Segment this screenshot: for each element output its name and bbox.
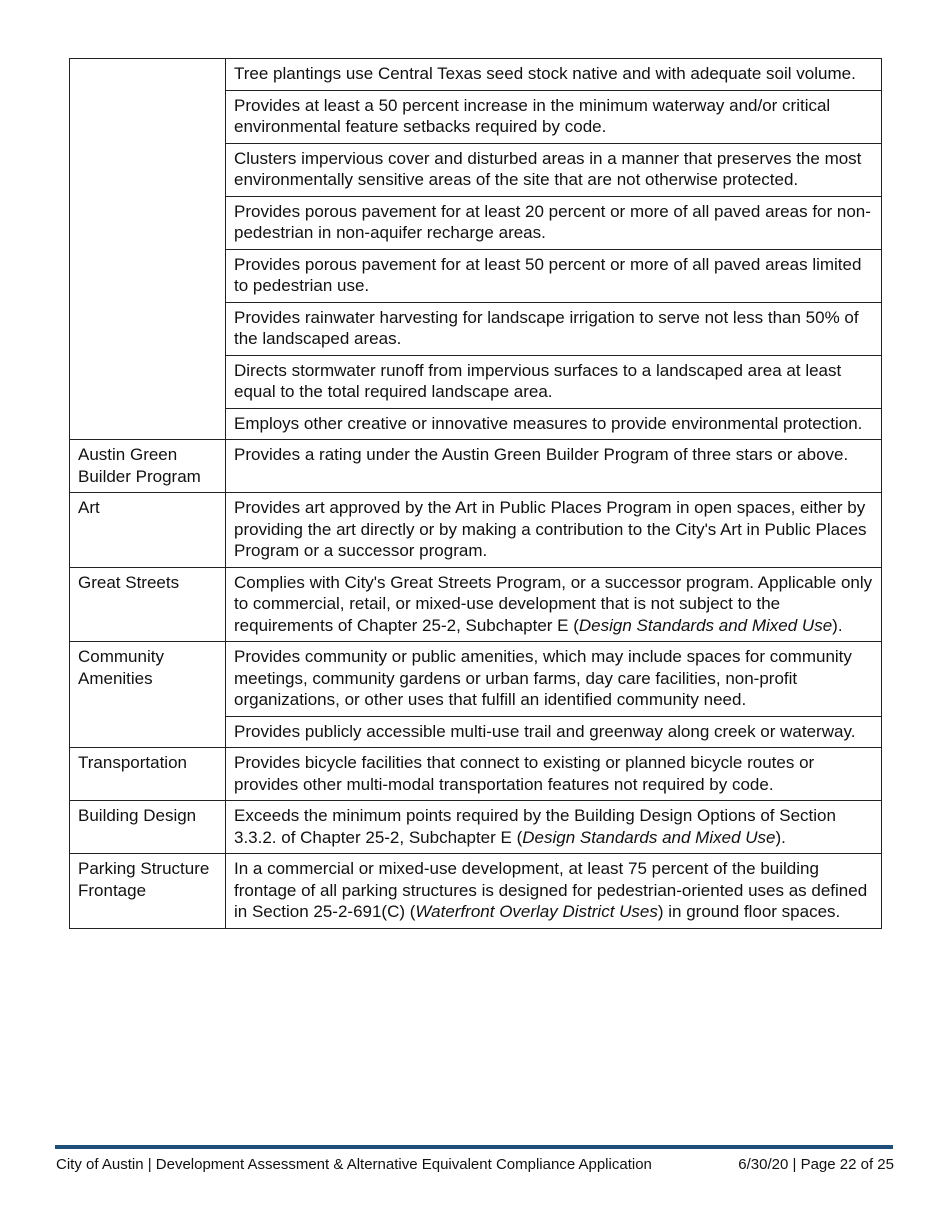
requirements-table	[69, 58, 882, 929]
table-row	[70, 854, 882, 929]
table-row	[70, 748, 882, 801]
requirement-cell: Provides porous pavement for at least 20 percent or more of all paved areas for non-pedestrian in non-aquifer recharge areas.	[226, 196, 882, 249]
category-cell-green-builder: Austin Green Builder Program	[70, 440, 226, 493]
table-row	[70, 567, 882, 642]
requirement-cell: Directs stormwater runoff from impervious surfaces to a landscaped area at least equal to the total required landscape area.	[226, 355, 882, 408]
requirement-cell: Provides at least a 50 percent increase in the minimum waterway and/or critical environmental feature setbacks required by code.	[226, 90, 882, 143]
requirement-reference-italic: Design Standards and Mixed Use	[578, 615, 833, 635]
category-cell-community-amenities: Community Amenities	[70, 642, 226, 748]
category-cell-transportation: Transportation	[70, 748, 226, 801]
footer-date-page: 6/30/20 | Page 22 of 25	[738, 1156, 894, 1173]
category-cell-art: Art	[70, 493, 226, 568]
requirement-cell: Provides rainwater harvesting for landscape irrigation to serve not less than 50% of the landscaped areas.	[226, 302, 882, 355]
table-row	[70, 59, 882, 91]
table-row	[70, 493, 882, 568]
category-cell-environmental	[70, 59, 226, 440]
requirement-cell: Provides a rating under the Austin Green Builder Program of three stars or above.	[226, 440, 882, 493]
requirement-cell: Provides art approved by the Art in Public Places Program in open spaces, either by providing the art directly or by making a contribution to the City's Art in Public Places Program or a successor program.	[226, 493, 882, 568]
requirement-text-end: ) in ground floor spaces.	[657, 902, 841, 921]
requirement-cell: Provides porous pavement for at least 50 percent or more of all paved areas limited to pedestrian use.	[226, 249, 882, 302]
requirement-cell: Provides bicycle facilities that connect to existing or planned bicycle routes or provides other multi-modal transportation features not required by code.	[226, 748, 882, 801]
requirement-cell: Clusters impervious cover and disturbed areas in a manner that preserves the most environmentally sensitive areas of the site that are not otherwise protected.	[226, 143, 882, 196]
requirement-cell: Employs other creative or innovative measures to provide environmental protection.	[226, 408, 882, 440]
requirement-cell: Provides publicly accessible multi-use trail and greenway along creek or waterway.	[226, 716, 882, 748]
requirement-cell: Tree plantings use Central Texas seed stock native and with adequate soil volume.	[226, 59, 882, 91]
requirement-text: Complies with City's Great Streets Program, or a successor program. Applicable only to commercial, retail, or mixed-use development that is not subject to the requirements of Chapter 25-2, Subchapter E (	[234, 572, 873, 635]
footer-rule	[55, 1145, 893, 1149]
footer-document-title: City of Austin | Development Assessment & Alternative Equivalent Compliance Application	[56, 1156, 652, 1173]
requirement-cell	[226, 801, 882, 854]
requirement-reference-italic: Waterfront Overlay District Uses	[415, 902, 658, 921]
requirement-text-end: ).	[775, 827, 786, 847]
table-row	[70, 440, 882, 493]
requirement-text: Exceeds the minimum points required by the Building Design Options of Section 3.3.2. of Chapter 25-2, Subchapter E (	[234, 806, 836, 847]
requirement-text-end: ).	[832, 615, 843, 635]
category-cell-great-streets: Great Streets	[70, 567, 226, 642]
table-row	[70, 642, 882, 717]
requirement-cell: Provides community or public amenities, which may include spaces for community meetings, community gardens or urban farms, day care facilities, non-profit organizations, or other uses that fulfill an identified community need.	[226, 642, 882, 717]
requirement-cell	[226, 567, 882, 642]
requirement-cell	[226, 854, 882, 929]
category-cell-parking-structure: Parking Structure Frontage	[70, 854, 226, 929]
category-cell-building-design: Building Design	[70, 801, 226, 854]
requirement-reference-italic: Design Standards and Mixed Use	[522, 827, 776, 847]
requirement-text: In a commercial or mixed-use development, at least 75 percent of the building frontage of all parking structures is designed for pedestrian-oriented uses as defined in Section 25-2-691(C) (	[234, 859, 868, 921]
table-row	[70, 801, 882, 854]
